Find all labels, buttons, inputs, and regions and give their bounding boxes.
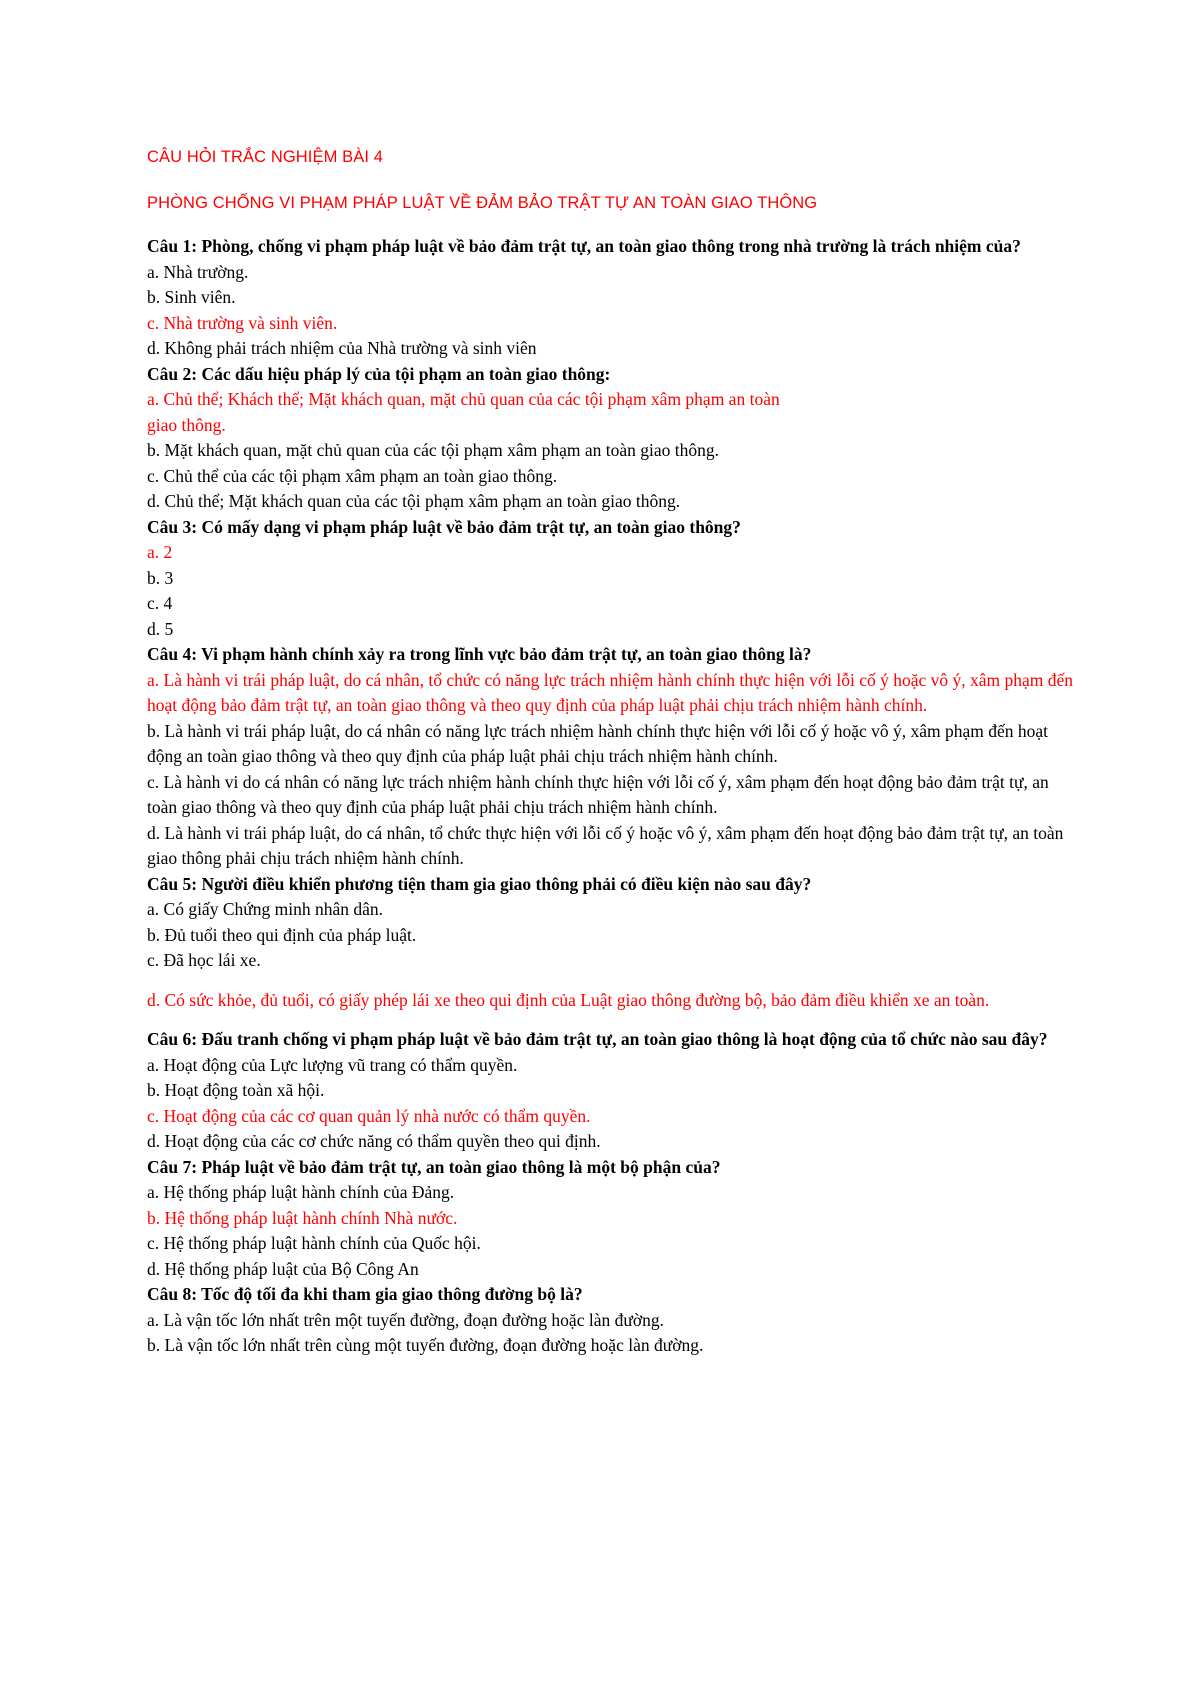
option-b: b. 3: [147, 567, 174, 588]
option-d: d. Là hành vi trái pháp luật, do cá nhân, tổ chức thực hiện với lỗi cố ý hoặc vô ý, xâm phạm đến hoạt động bảo đảm trật tự, an toàn giao thông phải chịu trách nhiệm hành chính.: [147, 822, 1064, 868]
option-a: a. Hoạt động của Lực lượng vũ trang có thẩm quyền.: [147, 1054, 518, 1075]
question-8: [147, 1282, 1077, 1359]
question-7: [147, 1155, 1077, 1283]
question-text: Câu 3: Có mấy dạng vi phạm pháp luật về bảo đảm trật tự, an toàn giao thông?: [147, 516, 741, 537]
option-b: b. Sinh viên.: [147, 287, 236, 307]
option-b-correct: b. Hệ thống pháp luật hành chính Nhà nước.: [147, 1207, 458, 1228]
question-text: Câu 4: Vi phạm hành chính xảy ra trong lĩnh vực bảo đảm trật tự, an toàn giao thông là?: [147, 644, 812, 664]
option-c-correct: c. Hoạt động của các cơ quan quản lý nhà nước có thẩm quyền.: [147, 1105, 591, 1126]
option-b: b. Là hành vi trái pháp luật, do cá nhân có năng lực trách nhiệm hành chính thực hiện với lỗi cố ý hoặc vô ý, xâm phạm đến hoạt động an toàn giao thông và theo quy định của pháp luật phải chịu trách nhiệm hành chính.: [147, 720, 1049, 766]
option-d: d. Hệ thống pháp luật của Bộ Công An: [147, 1258, 419, 1279]
option-d: d. Không phải trách nhiệm của Nhà trường và sinh viên: [147, 338, 537, 358]
document-content: [147, 146, 1077, 1359]
question-4: [147, 642, 1077, 872]
option-a-correct: a. Chủ thể; Khách thể; Mặt khách quan, mặt chủ quan của các tội phạm xâm phạm an toàn giao thông.: [147, 389, 780, 435]
option-c-correct: c. Nhà trường và sinh viên.: [147, 312, 338, 333]
option-c: c. Đã học lái xe.: [147, 950, 261, 970]
question-text: Câu 5: Người điều khiển phương tiện tham gia giao thông phải có điều kiện nào sau đây?: [147, 873, 812, 894]
document-title: CÂU HỎI TRẮC NGHIỆM BÀI 4: [147, 148, 383, 166]
question-3: [147, 515, 1077, 643]
option-a-correct: a. Là hành vi trái pháp luật, do cá nhân, tổ chức có năng lực trách nhiệm hành chính thực hiện với lỗi cố ý hoặc vô ý, xâm phạm đến hoạt động bảo đảm trật tự, an toàn giao thông và theo quy định của pháp luật phải chịu trách nhiệm hành chính.: [147, 669, 1074, 715]
option-d: d. 5: [147, 618, 174, 639]
option-a-correct: a. 2: [147, 542, 173, 562]
question-text: Câu 1: Phòng, chống vi phạm pháp luật về bảo đảm trật tự, an toàn giao thông trong nhà trường là trách nhiệm của?: [147, 236, 1021, 256]
question-1: [147, 234, 1077, 362]
question-text: Câu 6: Đấu tranh chống vi phạm pháp luật về bảo đảm trật tự, an toàn giao thông là hoạt động của tổ chức nào sau đây?: [147, 1029, 1048, 1049]
option-b: b. Hoạt động toàn xã hội.: [147, 1080, 325, 1100]
question-2: [147, 362, 1077, 515]
option-a: a. Là vận tốc lớn nhất trên một tuyến đường, đoạn đường hoặc làn đường.: [147, 1309, 664, 1330]
option-c: c. 4: [147, 593, 173, 613]
option-a: a. Nhà trường.: [147, 261, 249, 282]
option-a: a. Có giấy Chứng minh nhân dân.: [147, 899, 383, 919]
option-c: c. Chủ thể của các tội phạm xâm phạm an toàn giao thông.: [147, 465, 558, 486]
option-d: d. Hoạt động của các cơ chức năng có thẩm quyền theo qui định.: [147, 1131, 601, 1151]
question-6: [147, 1027, 1077, 1155]
option-c: c. Là hành vi do cá nhân có năng lực trách nhiệm hành chính thực hiện với lỗi cố ý, xâm phạm đến hoạt động bảo đảm trật tự, an toàn giao thông và theo quy định của pháp luật phải chịu trách nhiệm hành chính.: [147, 771, 1049, 817]
question-text: Câu 8: Tốc độ tối đa khi tham gia giao thông đường bộ là?: [147, 1284, 583, 1304]
question-text: Câu 2: Các dấu hiệu pháp lý của tội phạm an toàn giao thông:: [147, 363, 611, 384]
question-text: Câu 7: Pháp luật về bảo đảm trật tự, an toàn giao thông là một bộ phận của?: [147, 1156, 721, 1177]
option-c: c. Hệ thống pháp luật hành chính của Quốc hội.: [147, 1233, 481, 1253]
option-b: b. Mặt khách quan, mặt chủ quan của các tội phạm xâm phạm an toàn giao thông.: [147, 440, 719, 460]
question-5: [147, 872, 1077, 1014]
option-b: b. Là vận tốc lớn nhất trên cùng một tuyến đường, đoạn đường hoặc làn đường.: [147, 1335, 704, 1355]
option-b: b. Đủ tuổi theo qui định của pháp luật.: [147, 924, 417, 945]
option-d: d. Chủ thể; Mặt khách quan của các tội phạm xâm phạm an toàn giao thông.: [147, 491, 681, 511]
option-d-correct: d. Có sức khỏe, đủ tuổi, có giấy phép lái xe theo qui định của Luật giao thông đường bộ, bảo đảm điều khiển xe an toàn.: [147, 989, 990, 1010]
document-subtitle: PHÒNG CHỐNG VI PHẠM PHÁP LUẬT VỀ ĐẢM BẢO TRẬT TỰ AN TOÀN GIAO THÔNG: [147, 194, 818, 212]
option-a: a. Hệ thống pháp luật hành chính của Đảng.: [147, 1182, 455, 1202]
